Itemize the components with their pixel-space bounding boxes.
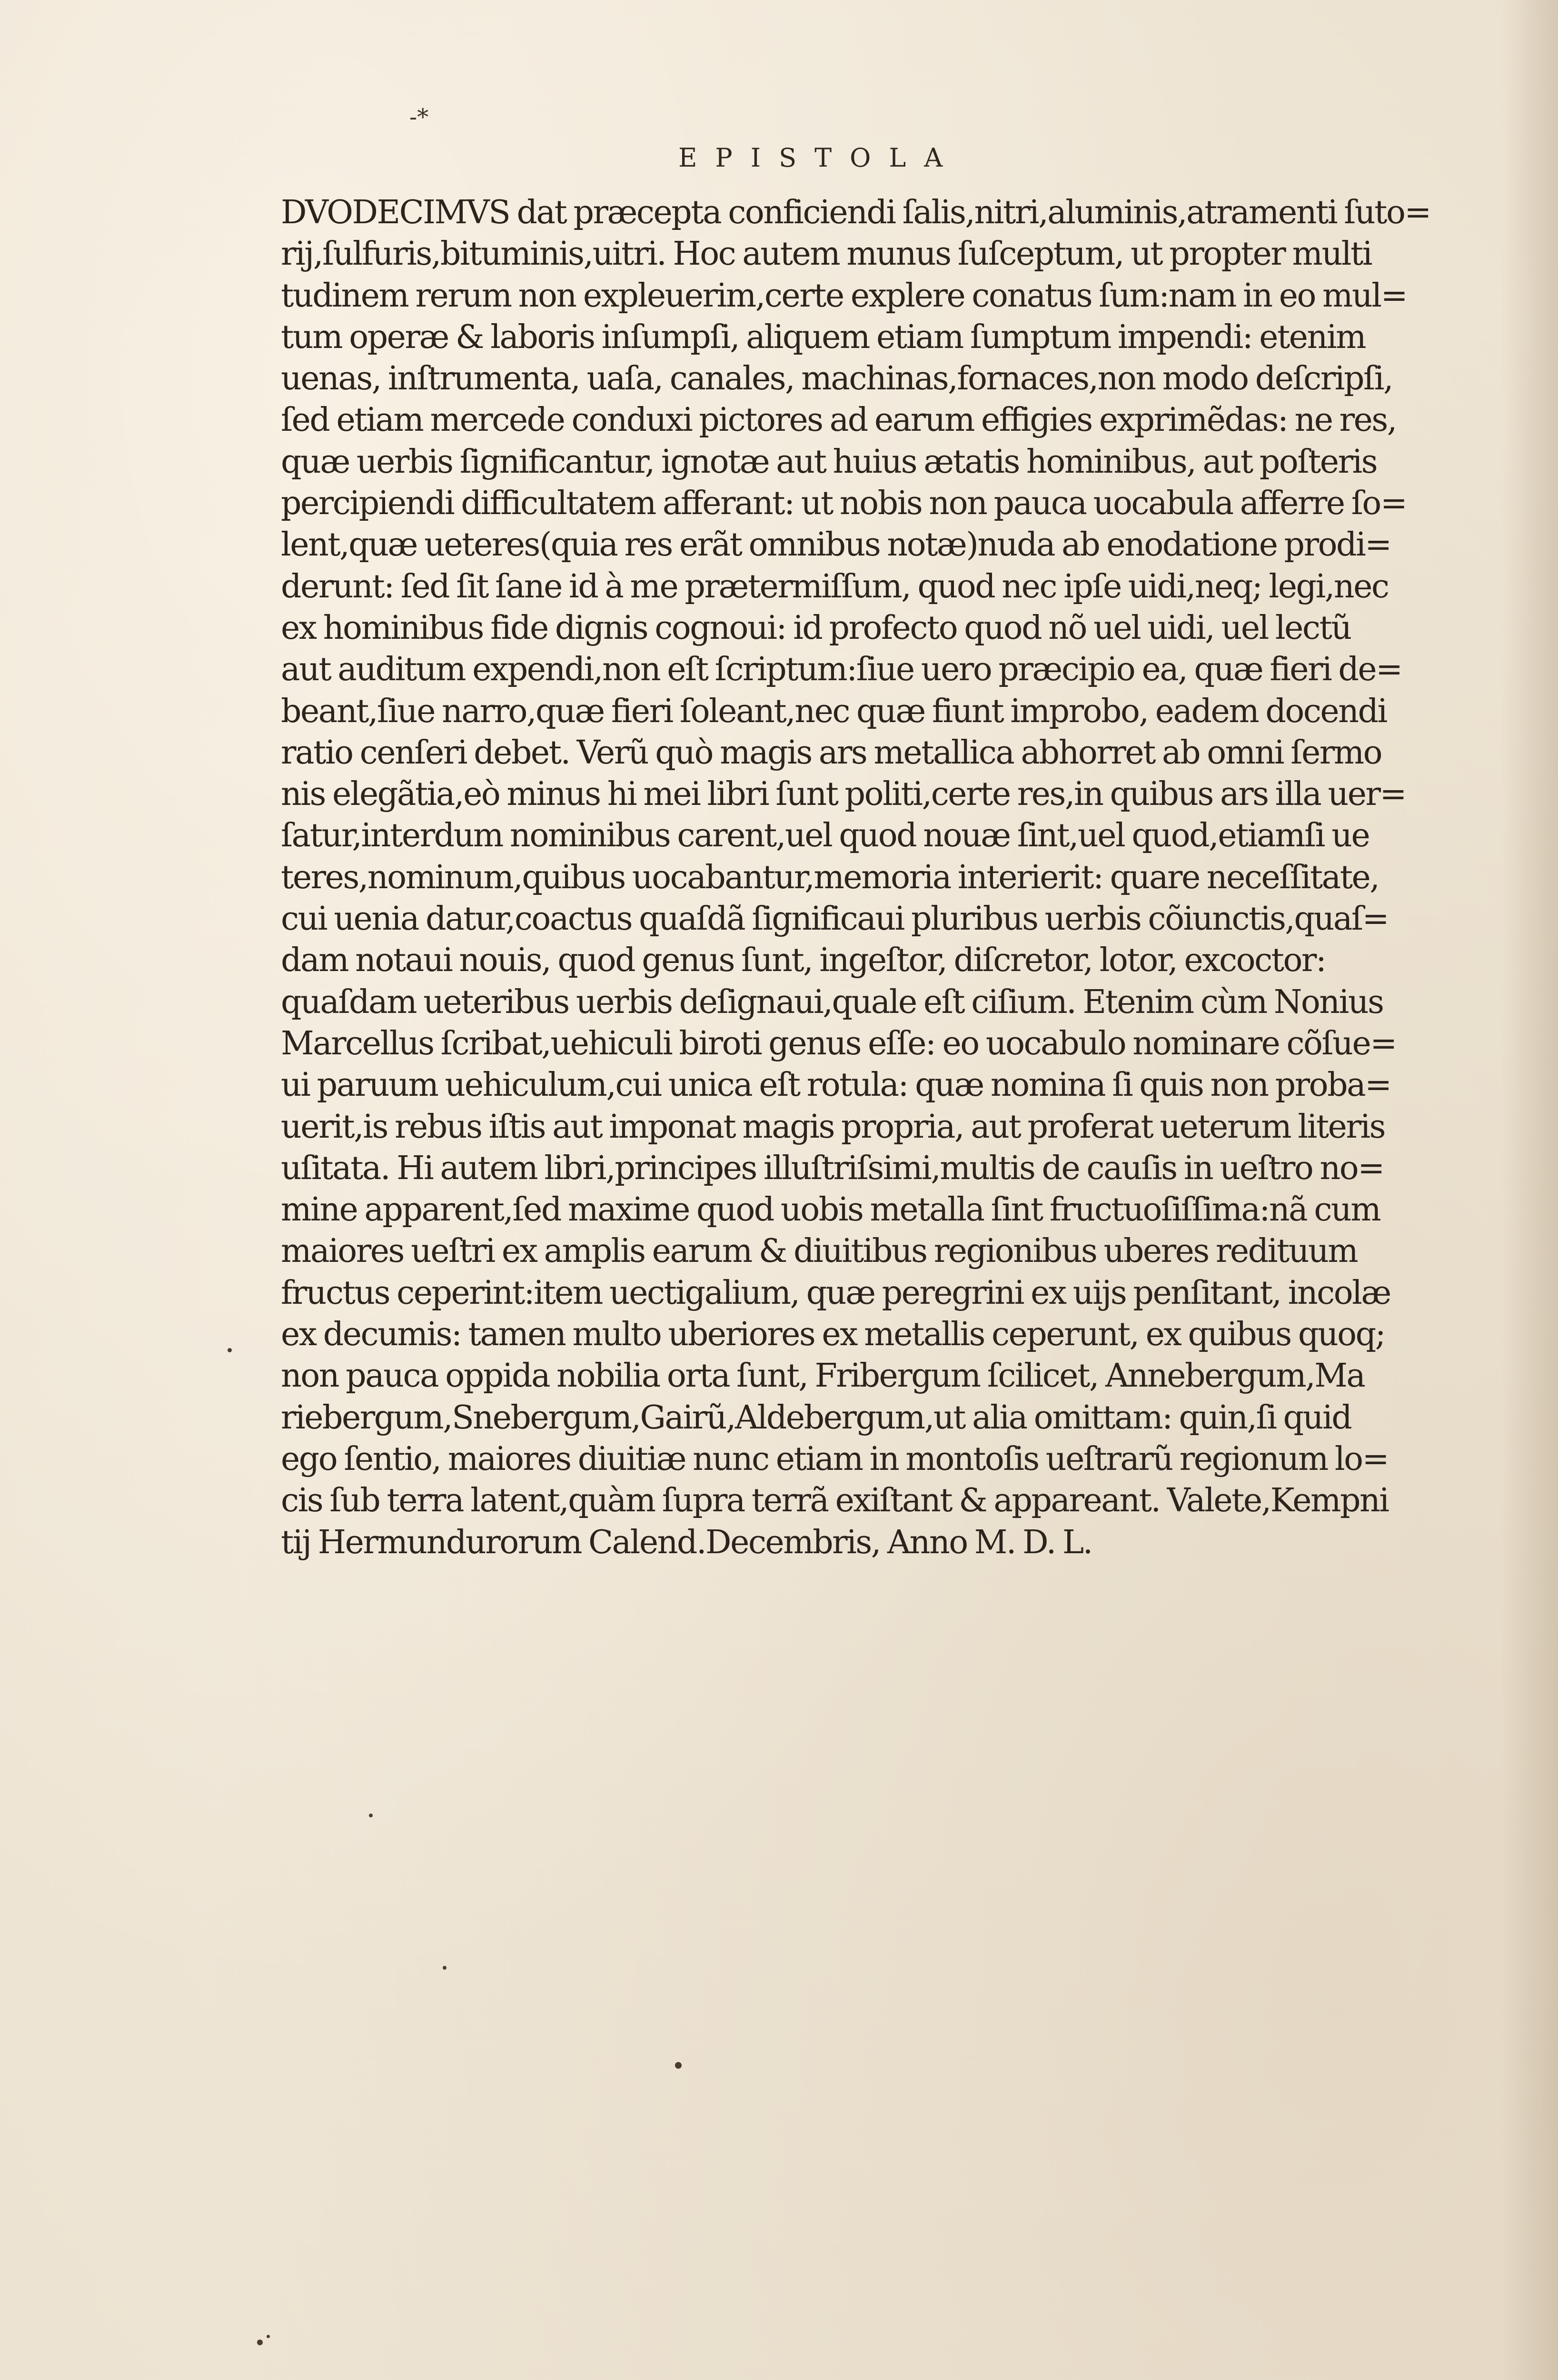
paper-speck (267, 2335, 270, 2338)
text-line: dam notaui nouis, quod genus ſunt, ingeſtor, diſcretor, lotor, excoctor: (281, 942, 1326, 980)
text-line: quæ uerbis ſignificantur, ignotæ aut huius ætatis hominibus, aut poſteris (281, 443, 1377, 481)
paper-speck (675, 2062, 682, 2069)
paper-speck (257, 2340, 263, 2345)
text-line: mine apparent,ſed maxime quod uobis metalla ſint fructuoſiſſima:nã cum (281, 1191, 1380, 1229)
text-line: nis elegãtia,eò minus hi mei libri ſunt politi,certe res,in quibus ars illa uer= (281, 775, 1406, 813)
gutter-shadow (1501, 0, 1558, 2380)
text-line: tum operæ & laboris inſumpſi, aliquem etiam ſumptum impendi: etenim (281, 318, 1366, 356)
text-line: rij,ſulfuris,bituminis,uitri. Hoc autem munus ſuſceptum, ut propter multi (281, 235, 1372, 273)
text-line: uſitata. Hi autem libri,principes illuſtriſsimi,multis de cauſis in ueſtro no= (281, 1149, 1384, 1187)
text-line: derunt: ſed ſit ſane id à me prætermiſſum, quod nec ipſe uidi,neq; legi,nec (281, 567, 1389, 605)
text-line: Marcellus ſcribat,uehiculi biroti genus eſſe: eo uocabulo nominare cõſue= (281, 1024, 1396, 1062)
paper-speck (443, 1966, 447, 1970)
text-line: non pauca oppida nobilia orta ſunt, Fribergum ſcilicet, Annebergum,Ma (281, 1357, 1365, 1395)
text-line: lent,quæ ueteres(quia res erãt omnibus notæ)nuda ab enodatione prodi= (281, 526, 1391, 564)
text-line: ui paruum uehiculum,cui unica eſt rotula: quæ nomina ſi quis non proba= (281, 1066, 1391, 1104)
running-head: EPISTOLA (678, 143, 961, 173)
text-line: cis ſub terra latent,quàm ſupra terrã exiſtant & appareant. Valete,Kempni (281, 1482, 1389, 1520)
text-line: teres,nominum,quibus uocabantur,memoria interierit: quare neceſſitate, (281, 858, 1379, 896)
text-line: quaſdam ueteribus uerbis deſignaui,quale eſt ciſium. Etenim cùm Nonius (281, 983, 1383, 1021)
text-line: uerit,is rebus iſtis aut imponat magis propria, aut proferat ueterum literis (281, 1108, 1385, 1146)
signature-mark: -* (409, 104, 429, 130)
paper-speck (228, 1348, 232, 1352)
epistola-text-block (281, 192, 1430, 1563)
text-line: maiores ueſtri ex amplis earum & diuitibus regionibus uberes redituum (281, 1232, 1358, 1270)
text-line: aut auditum expendi,non eſt ſcriptum:ſiue uero præcipio ea, quæ fieri de= (281, 651, 1402, 689)
text-line: beant,ſiue narro,quæ fieri ſoleant,nec quæ fiunt improbo, eadem docendi (281, 692, 1387, 730)
text-line: ex decumis: tamen multo uberiores ex metallis ceperunt, ex quibus quoq; (281, 1316, 1385, 1354)
text-line: uenas, inſtrumenta, uaſa, canales, machinas,fornaces,non modo deſcripſi, (281, 360, 1393, 398)
text-line: tij Hermundurorum Calend.Decembris, Anno M. D. L. (281, 1523, 1092, 1561)
text-line: fructus ceperint:item uectigalium, quæ peregrini ex uijs penſitant, incolæ (281, 1274, 1390, 1312)
text-line: ego ſentio, maiores diuitiæ nunc etiam in montoſis ueſtrarũ regionum lo= (281, 1440, 1389, 1478)
text-line: ſatur,interdum nominibus carent,uel quod nouæ ſint,uel quod,etiamſi ue (281, 817, 1369, 855)
text-line: cui uenia datur,coactus quaſdã ſignificaui pluribus uerbis cõiunctis,quaſ= (281, 900, 1389, 938)
text-line: ratio cenſeri debet. Verũ quò magis ars metallica abhorret ab omni ſermo (281, 734, 1382, 772)
text-line: percipiendi difficultatem afferant: ut nobis non pauca uocabula afferre ſo= (281, 485, 1407, 523)
text-line: ex hominibus fide dignis cognoui: id profecto quod nõ uel uidi, uel lectũ (281, 609, 1351, 647)
text-line: riebergum,Snebergum,Gairũ,Aldebergum,ut alia omittam: quin,ſi quid (281, 1398, 1351, 1437)
paper-speck (369, 1814, 373, 1817)
text-line: ſed etiam mercede conduxi pictores ad earum effigies exprimẽdas: ne res, (281, 401, 1396, 439)
text-line: DVODECIMVS dat præcepta conficiendi ſalis,nitri,aluminis,atramenti ſuto= (281, 194, 1430, 231)
text-line: tudinem rerum non expleuerim,certe explere conatus ſum:nam in eo mul= (281, 277, 1407, 315)
